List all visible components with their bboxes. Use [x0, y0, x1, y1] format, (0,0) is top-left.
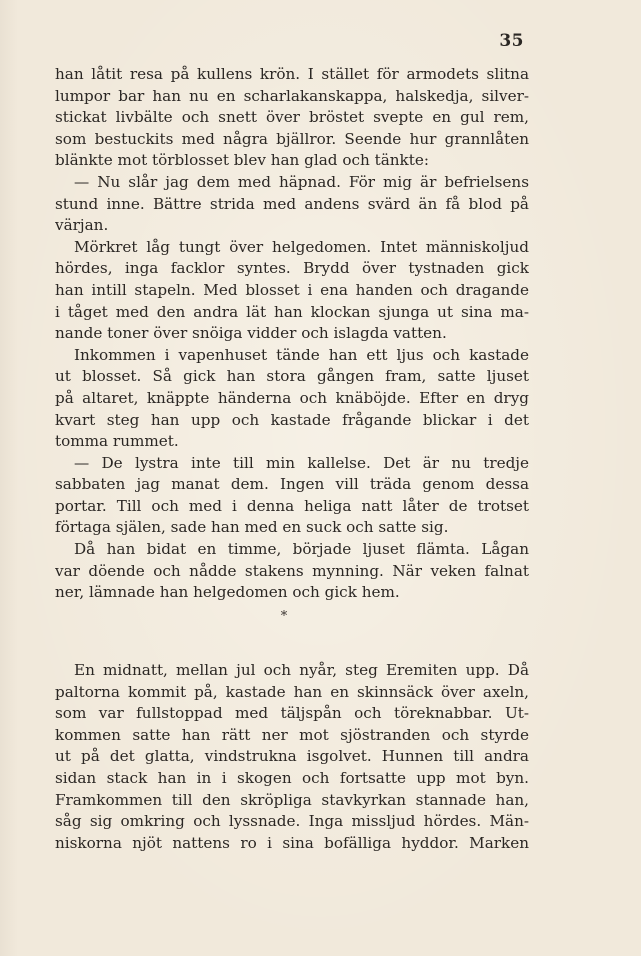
text-line: — De lystra inte till min kallelse. Det är nu tredje [74, 453, 529, 472]
text-line: Framkommen till den skröpliga stavkyrkan stannade han, [55, 790, 529, 809]
text-line: ner, lämnade han helgedomen och gick hem. [55, 583, 400, 602]
text-line: kvart steg han upp och kastade frågande blickar i det [55, 410, 529, 429]
text-line: på altaret, knäppte händerna och knäböjde. Efter en dryg [55, 388, 529, 407]
text-line: han intill stapeln. Med blosset i ena handen och dragande [55, 280, 529, 299]
text-line: Då han bidat en timme, började ljuset flämta. Lågan [74, 540, 529, 559]
text-line: nande toner över snöiga vidder och islagda vatten. [55, 324, 447, 343]
text-line: såg sig omkring och lyssnade. Inga missljud hördes. Män- [55, 812, 529, 831]
text-line: Mörkret låg tungt över helgedomen. Intet människoljud [74, 237, 529, 256]
text-line: — Nu slår jag dem med häpnad. För mig är befrielsens [74, 172, 529, 191]
text-line: tomma rummet. [55, 432, 179, 451]
text-line: Inkommen i vapenhuset tände han ett ljus och kastade [74, 345, 529, 364]
text-line: kommen satte han rätt ner mot sjöstranden och styrde [55, 725, 529, 744]
text-line: paltorna kommit på, kastade han en skinnsäck över axeln, [55, 682, 529, 701]
text-line: sabbaten jag manat dem. Ingen vill träda genom dessa [55, 475, 529, 494]
text-line: blänkte mot törblosset blev han glad och tänkte: [55, 151, 429, 170]
text-line: hördes, inga facklor syntes. Brydd över tystnaden gick [55, 259, 529, 278]
page-number: 35 [499, 31, 524, 51]
text-line: värjan. [55, 216, 109, 235]
text-line: En midnatt, mellan jul och nyår, steg Eremiten upp. Då [74, 661, 529, 679]
text-line: ut på det glatta, vindstrukna isgolvet. Hunnen till andra [55, 747, 529, 766]
text-line: som var fullstoppad med täljspån och töreknabbar. Ut- [55, 704, 529, 723]
text-line: stickat livbälte och snett över bröstet svepte en gul rem, [55, 108, 529, 127]
text-line: förtaga själen, sade han med en suck och satte sig. [55, 518, 449, 537]
text-line: i tåget med den andra lät han klockan sjunga ut sina ma- [55, 302, 529, 321]
text-line: stund inne. Bättre strida med andens svärd än få blod på [55, 194, 529, 213]
text-line: lumpor bar han nu en scharlakanskappa, halskedja, silver- [55, 86, 529, 105]
text-line: sidan stack han in i skogen och fortsatte upp mot byn. [55, 768, 529, 787]
text-line: som bestuckits med några bjällror. Seende hur grannlåten [55, 129, 529, 148]
text-line: niskorna njöt nattens ro i sina bofälliga hyddor. Marken [55, 833, 529, 852]
section-separator: * [280, 609, 288, 624]
text-section-2 [55, 660, 529, 854]
text-section-1 [55, 64, 529, 604]
text-line: han låtit resa på kullens krön. I stället för armodets slitna [55, 65, 529, 83]
text-line: portar. Till och med i denna heliga natt låter de trotset [55, 496, 529, 515]
text-line: var döende och nådde stakens mynning. När veken falnat [55, 561, 529, 580]
text-line: ut blosset. Så gick han stora gången fram, satte ljuset [55, 367, 529, 386]
